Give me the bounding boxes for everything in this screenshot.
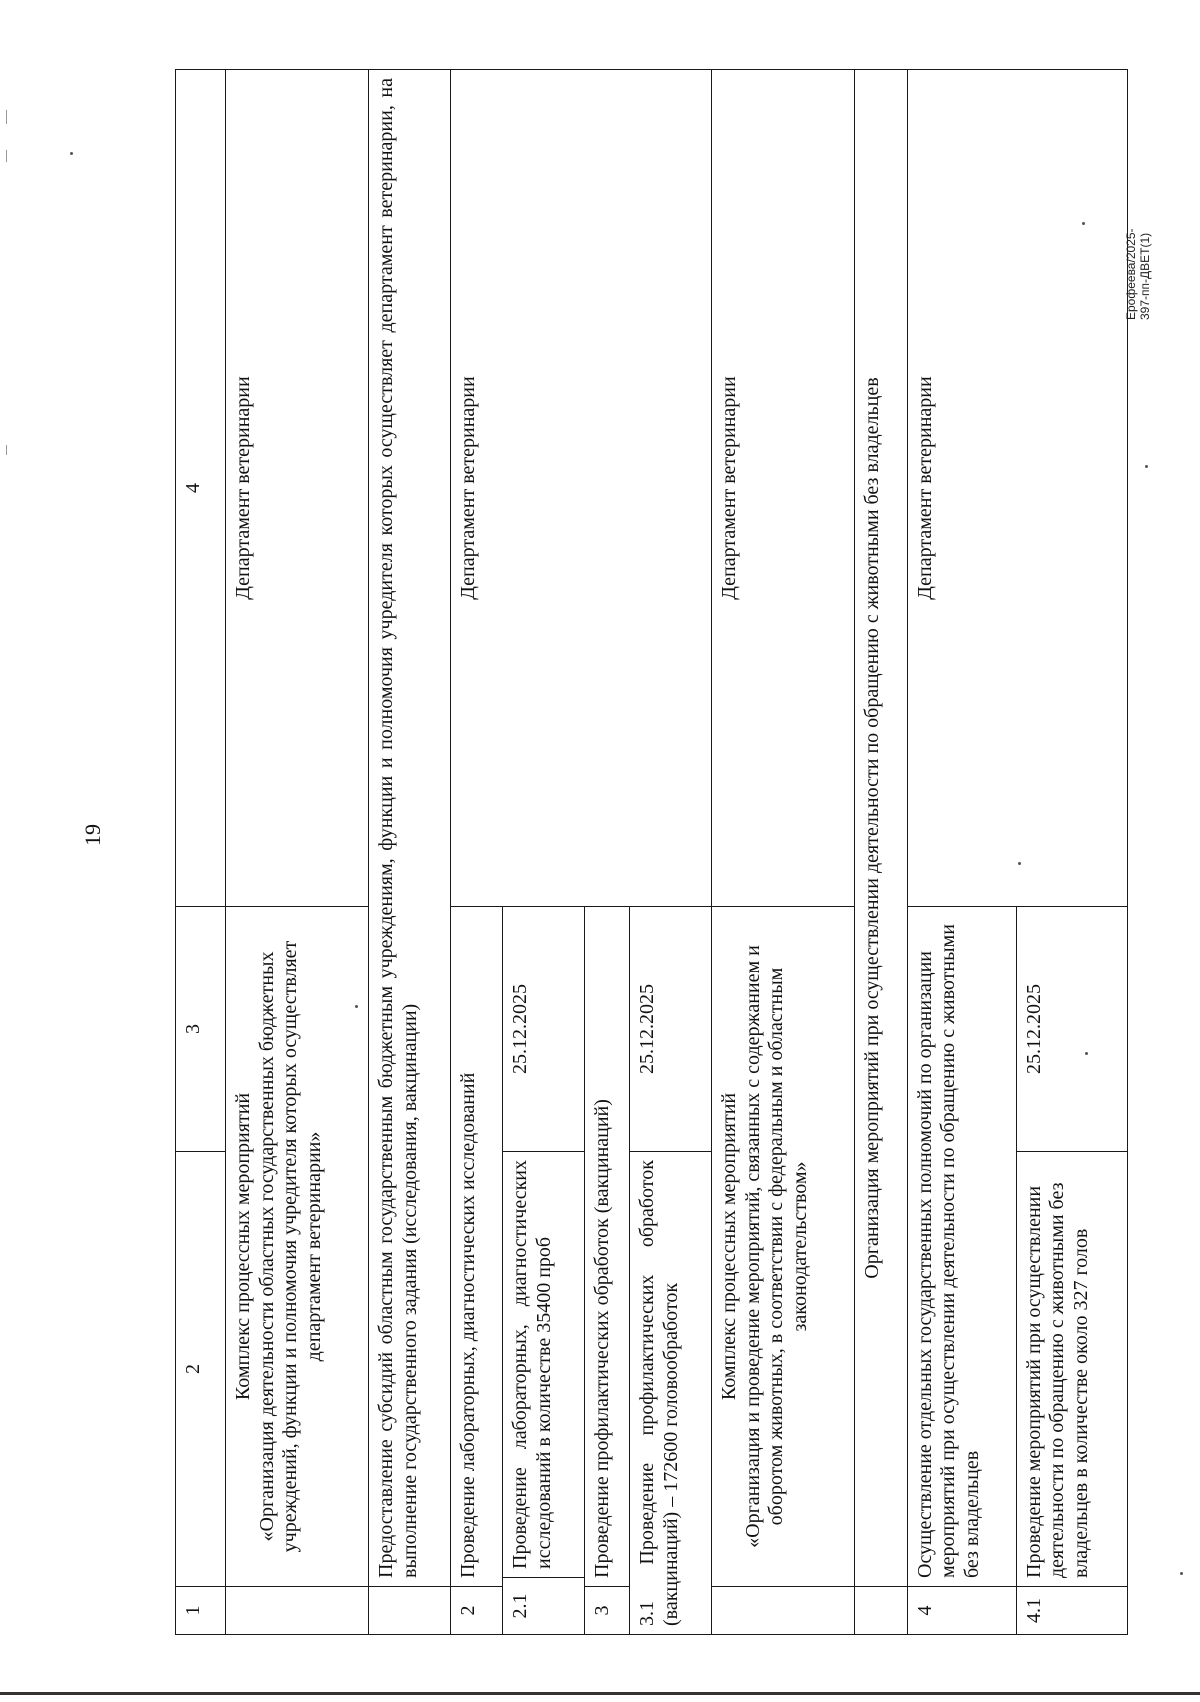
row-2-1-num: 2.1	[503, 1578, 584, 1635]
row-3-num: 3	[584, 1587, 629, 1635]
scan-dot	[1082, 222, 1085, 225]
row-3-1-date: 25.12.2025	[630, 907, 712, 1152]
row-4-text: Осуществление отдельных государственных полномочий по организации мероприятий при осуществлении деятельности по обращению с животными без владельцев	[907, 907, 1016, 1587]
complex2-row	[712, 70, 855, 1635]
complex1-responsible: Департамент ветеринарии	[225, 70, 368, 907]
scan-dot	[355, 1005, 358, 1008]
row-2-text: Проведение лабораторных, диагностических исследований	[450, 907, 502, 1587]
org-num	[855, 1587, 907, 1635]
org-row	[855, 70, 907, 1635]
complex1-num	[225, 1587, 368, 1635]
header-col-1: 1	[176, 1587, 226, 1635]
row-3-1-body: Проведение профилактических обработок (вакцинаций) – 172600 головообработок	[636, 1160, 682, 1626]
header-row	[176, 70, 226, 1635]
complex2-title: Комплекс процессных мероприятий	[718, 1092, 741, 1401]
scan-bottom-edge	[0, 1692, 1200, 1695]
row-2-responsible: Департамент ветеринарии	[450, 70, 711, 907]
scan-dot	[70, 152, 73, 155]
schedule-table	[175, 69, 1128, 1635]
row-4-1-date: 25.12.2025	[1016, 907, 1127, 1152]
header-col-2: 2	[176, 1152, 226, 1587]
page-number: 19	[80, 824, 105, 846]
complex2-responsible: Департамент ветеринарии	[712, 70, 855, 907]
complex1-row	[225, 70, 368, 1635]
complex1-title: Комплекс процессных мероприятий	[231, 1092, 254, 1401]
complex1-cell	[225, 907, 368, 1587]
row-4	[907, 70, 1016, 1635]
subsidy-row	[369, 70, 451, 1635]
row-4-num: 4	[907, 1587, 1016, 1635]
row-2-1-text: Проведение лабораторных, диагностических исследований в количестве 35400 проб	[509, 1160, 555, 1569]
scan-dot	[1145, 465, 1148, 468]
row-4-1-num: 4.1	[1016, 1587, 1127, 1635]
header-col-3: 3	[176, 907, 226, 1152]
scan-dot	[1018, 862, 1021, 865]
document-code: Ерофеева/2025-397-пп-ДВЕТ(1)	[1124, 228, 1152, 320]
row-3-1-num: 3.1	[636, 1601, 659, 1626]
schedule-table-container	[175, 70, 1128, 1635]
row-2-num: 2	[450, 1587, 502, 1635]
row-4-responsible: Департамент ветеринарии	[907, 70, 1127, 907]
complex2-cell	[712, 907, 855, 1587]
scan-mark	[6, 150, 7, 162]
row-4-1-text: Проведение мероприятий при осуществлении деятельности по обращению с животными без владельцев в количестве около 327 голов	[1016, 1152, 1127, 1587]
header-col-4: 4	[176, 70, 226, 907]
subsidy-text: Предоставление субсидий областным государственным бюджетным учреждениям, функции и полномочия учредителя которых осуществляет департамент ветеринарии, на выполнение государственного задания (исследования, вакцинации)	[369, 70, 451, 1587]
row-2-1-date: 25.12.2025	[503, 907, 585, 1152]
row-3-text: Проведение профилактических обработок (вакцинаций)	[584, 907, 629, 1587]
scan-mark	[6, 110, 7, 124]
scan-dot	[1180, 1572, 1183, 1575]
row-2	[450, 70, 502, 1635]
row-3-1-text	[630, 1152, 711, 1634]
complex2-num	[712, 1587, 855, 1635]
complex2-text: «Организация и проведение мероприятий, связанных с содержанием и оборотом животных, в соответствии с федеральным и областным законодательством»	[741, 945, 811, 1548]
org-text: Организация мероприятий при осуществлении деятельности по обращению с животными без владельцев	[855, 70, 907, 1587]
scan-dot	[1085, 1052, 1088, 1055]
scan-mark	[6, 445, 7, 455]
complex1-text: «Организация деятельности областных государственных бюджетных учреждений, функции и полномочия учредителя которых осуществляет департамент ветеринарии»	[255, 940, 325, 1553]
subsidy-num	[369, 1587, 451, 1635]
